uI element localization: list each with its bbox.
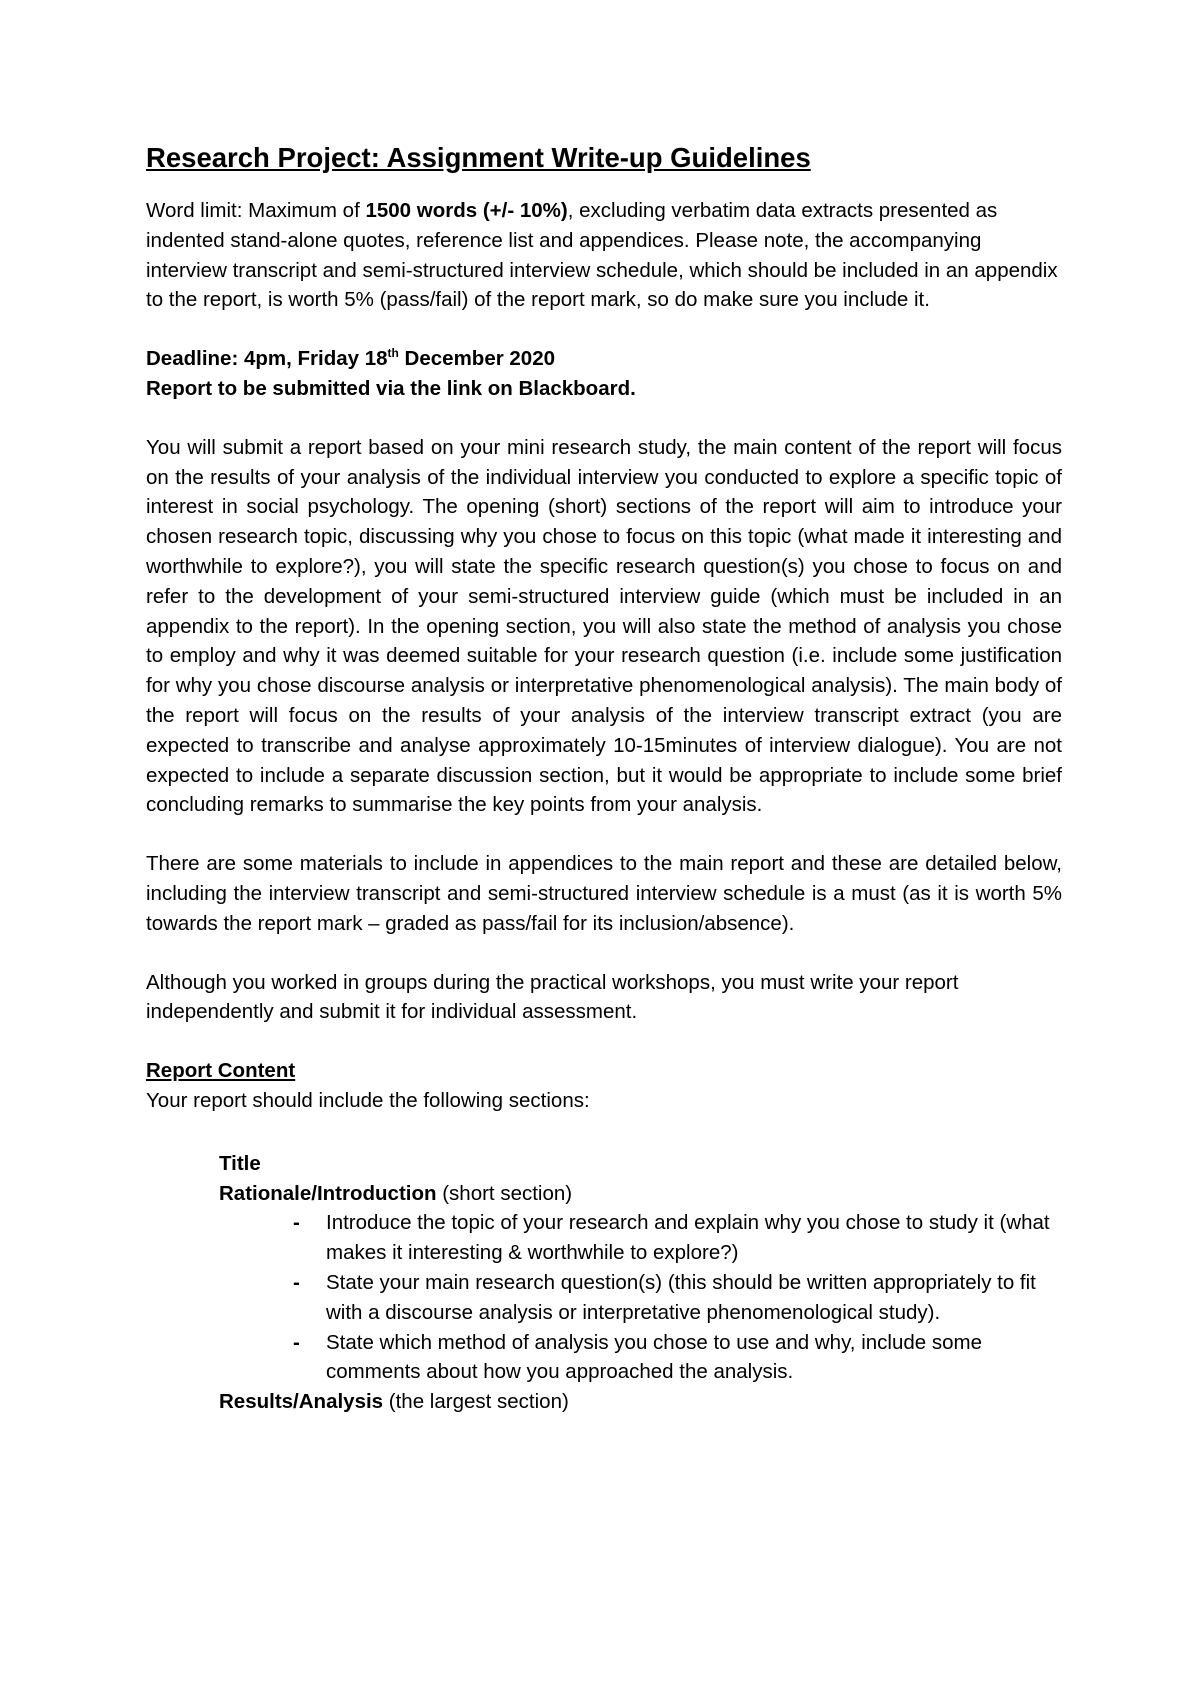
submission-line [146, 374, 1062, 404]
intro-paragraph: You will submit a report based on your mini research study, the main content of the report will focus on the results of your analysis of the individual interview you conducted to explore a specific topic of interest in social psychology. The opening (short) sections of the report will aim to introduce your chosen research topic, discussing why you chose to focus on this topic (what made it interesting and worthwhile to explore?), you will state the specific research question(s) you chose to focus on and refer to the development of your semi-structured interview guide (which must be included in an appendix to the report). In the opening section, you will also state the method of analysis you chose to employ and why it was deemed suitable for your research question (i.e. include some justification for why you chose discourse analysis or interpretative phenomenological analysis). The main body of the report will focus on the results of your analysis of the interview transcript extract (you are expected to transcribe and analyse approximately 10-15minutes of interview dialogue). You are not expected to include a separate discussion section, but it would be appropriate to include some brief concluding remarks to summarise the key points from your analysis. [146, 435, 1062, 817]
word-limit-paragraph [146, 196, 1062, 315]
list-item: - Introduce the topic of your research and explain why you chose to study it (what makes it interesting & worthwhile to explore?) [326, 1208, 1062, 1268]
report-content-heading: Report Content [146, 1059, 296, 1083]
deadline-line [146, 344, 1062, 374]
deadline-suffix: December 2020 [398, 347, 555, 371]
document-content [146, 140, 1062, 1417]
word-limit-suffix: , excluding verbatim data extracts presented as indented stand-alone quotes, reference list and appendices. Please note, the accompanying interview transcript and semi-structured interview schedule, which should be included in an appendix to the report, is worth 5% (pass/fail) of the report mark, so do make sure you include it. [146, 199, 1058, 312]
report-content-section [146, 1056, 1062, 1417]
materials-paragraph: There are some materials to include in appendices to the main report and these are detailed below, including the interview transcript and semi-structured interview schedule is a must (as it is worth 5% towards the report mark – graded as pass/fail for its inclusion/absence). [146, 852, 1062, 935]
submission-text: Report to be submitted via the link on Blackboard. [146, 376, 636, 400]
section-results-label: Results/Analysis (the largest section) [219, 1390, 569, 1414]
section-rationale-label: Rationale/Introduction (short section) [219, 1181, 573, 1205]
report-content-intro: Your report should include the following sections: [146, 1088, 590, 1112]
section-title-label: Title [219, 1151, 261, 1175]
word-limit-prefix: Word limit: Maximum of [146, 199, 366, 222]
rationale-bullets [219, 1208, 1062, 1387]
list-item: - State which method of analysis you chose to use and why, include some comments about how you approached the analysis. [326, 1328, 1062, 1388]
document-title: Research Project: Assignment Write-up Guidelines [146, 142, 811, 173]
deadline-block [146, 344, 1062, 404]
dash-bullet: - [293, 1211, 300, 1235]
independent-paragraph: Although you worked in groups during the practical workshops, you must write your report independently and submit it for individual assessment. [146, 970, 959, 1024]
dash-bullet: - [293, 1330, 300, 1354]
sections-list [146, 1149, 1062, 1417]
deadline-prefix: Deadline: 4pm, Friday 18 [146, 347, 388, 371]
word-limit-value: 1500 words (+/- 10%) [365, 199, 568, 222]
deadline-ordinal: th [387, 346, 399, 361]
dash-bullet: - [293, 1270, 300, 1294]
list-item: - State your main research question(s) (this should be written appropriately to fit with a discourse analysis or interpretative phenomenological study). [326, 1268, 1062, 1328]
